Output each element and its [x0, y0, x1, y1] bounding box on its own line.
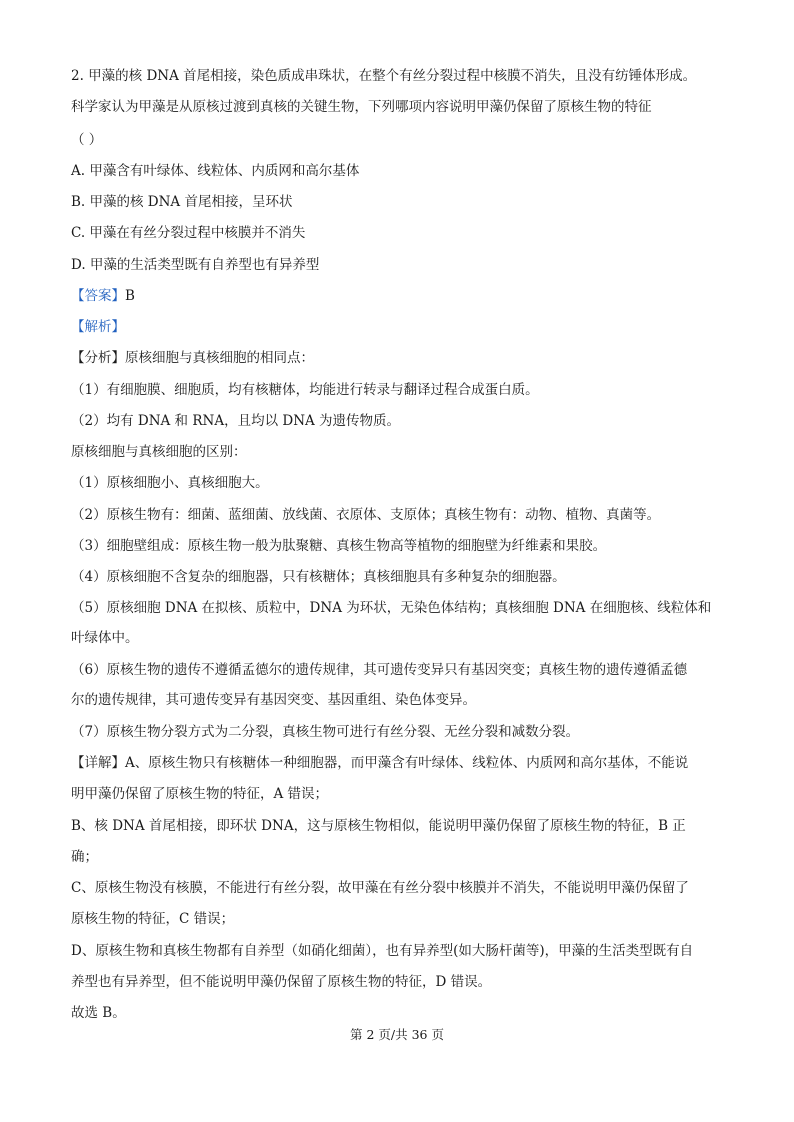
answer-value: B: [125, 288, 135, 304]
option-d: D. 甲藻的生活类型既有自养型也有异养型: [71, 257, 320, 273]
same-point-2: （2）均有 DNA 和 RNA，且均以 DNA 为遗传物质。: [71, 413, 401, 429]
detail-line-8: 养型也有异养型，但不能说明甲藻仍保留了原核生物的特征，D 错误。: [71, 974, 492, 990]
detail-line-2: 明甲藻仍保留了原核生物的特征，A 错误；: [71, 786, 329, 802]
detail-line-7: D、原核生物和真核生物都有自养型（如硝化细菌），也有异养型(如大肠杆菌等)，甲藻的生活类型既有自: [71, 943, 694, 959]
diff-point-5: （5）原核细胞 DNA 在拟核、质粒中，DNA 为环状，无染色体结构；真核细胞 DNA 在细胞核、线粒体和: [71, 600, 712, 616]
option-a: A. 甲藻含有叶绿体、线粒体、内质网和高尔基体: [71, 163, 360, 179]
detail-line-5: C、原核生物没有核膜，不能进行有丝分裂，故甲藻在有丝分裂中核膜并不消失，不能说明甲藻仍保留了: [71, 880, 689, 896]
diff-point-2: （2）原核生物有：细菌、蓝细菌、放线菌、衣原体、支原体；真核生物有：动物、植物、真菌等。: [71, 507, 661, 523]
detail-conclusion: 故选 B。: [71, 1005, 126, 1021]
fenxi-intro: 原核细胞与真核细胞的相同点：: [125, 350, 314, 366]
question-stem-line-2: 科学家认为甲藻是从原核过渡到真核的关键生物，下列哪项内容说明甲藻仍保留了原核生物的特征: [71, 99, 652, 115]
answer-tag: 【答案】: [71, 288, 125, 304]
answer-bracket: （ ）: [71, 132, 103, 148]
diff-point-7: （7）原核生物分裂方式为二分裂，真核生物可进行有丝分裂、无丝分裂和减数分裂。: [71, 724, 580, 740]
diff-point-6-cont: 尔的遗传规律，其可遗传变异有基因突变、基因重组、染色体变异。: [71, 692, 476, 708]
diff-point-6: （6）原核生物的遗传不遵循孟德尔的遗传规律，其可遗传变异只有基因突变；真核生物的遗传遵循孟德: [71, 662, 688, 678]
detail-line-1: [71, 753, 731, 773]
diff-point-5-cont: 叶绿体中。: [71, 630, 139, 646]
diff-point-3: （3）细胞壁组成：原核生物一般为肽聚糖、真核生物高等植物的细胞壁为纤维素和果胶。: [71, 538, 607, 554]
detail-line-6: 原核生物的特征，C 错误；: [71, 911, 235, 927]
option-b: B. 甲藻的核 DNA 首尾相接，呈环状: [71, 194, 293, 210]
analysis-tag: 【解析】: [71, 319, 125, 335]
detail-text-1: A、原核生物只有核糖体一种细胞器，而甲藻含有叶绿体、线粒体、内质网和高尔基体，不能说: [125, 755, 689, 771]
detail-tag: 【详解】: [71, 755, 125, 771]
page-footer: 第 2 页/共 36 页: [350, 1027, 444, 1042]
analysis-intro-line: [71, 348, 731, 368]
answer-line: [71, 286, 731, 306]
same-point-1: （1）有细胞膜、细胞质，均有核糖体，均能进行转录与翻译过程合成蛋白质。: [71, 382, 539, 398]
detail-line-4: 确；: [71, 849, 98, 865]
option-c: C. 甲藻在有丝分裂过程中核膜并不消失: [71, 225, 306, 241]
fenxi-tag: 【分析】: [71, 350, 125, 366]
question-stem-line-1: 2. 甲藻的核 DNA 首尾相接，染色质成串珠状，在整个有丝分裂过程中核膜不消失，且没有纺锤体形成。: [71, 68, 697, 84]
diff-point-1: （1）原核细胞小、真核细胞大。: [71, 475, 269, 491]
diff-intro: 原核细胞与真核细胞的区别：: [71, 444, 247, 460]
diff-point-4: （4）原核细胞不含复杂的细胞器，只有核糖体；真核细胞具有多种复杂的细胞器。: [71, 569, 566, 585]
detail-line-3: B、核 DNA 首尾相接，即环状 DNA，这与原核生物相似，能说明甲藻仍保留了原核生物的特征，B 正: [71, 818, 686, 834]
